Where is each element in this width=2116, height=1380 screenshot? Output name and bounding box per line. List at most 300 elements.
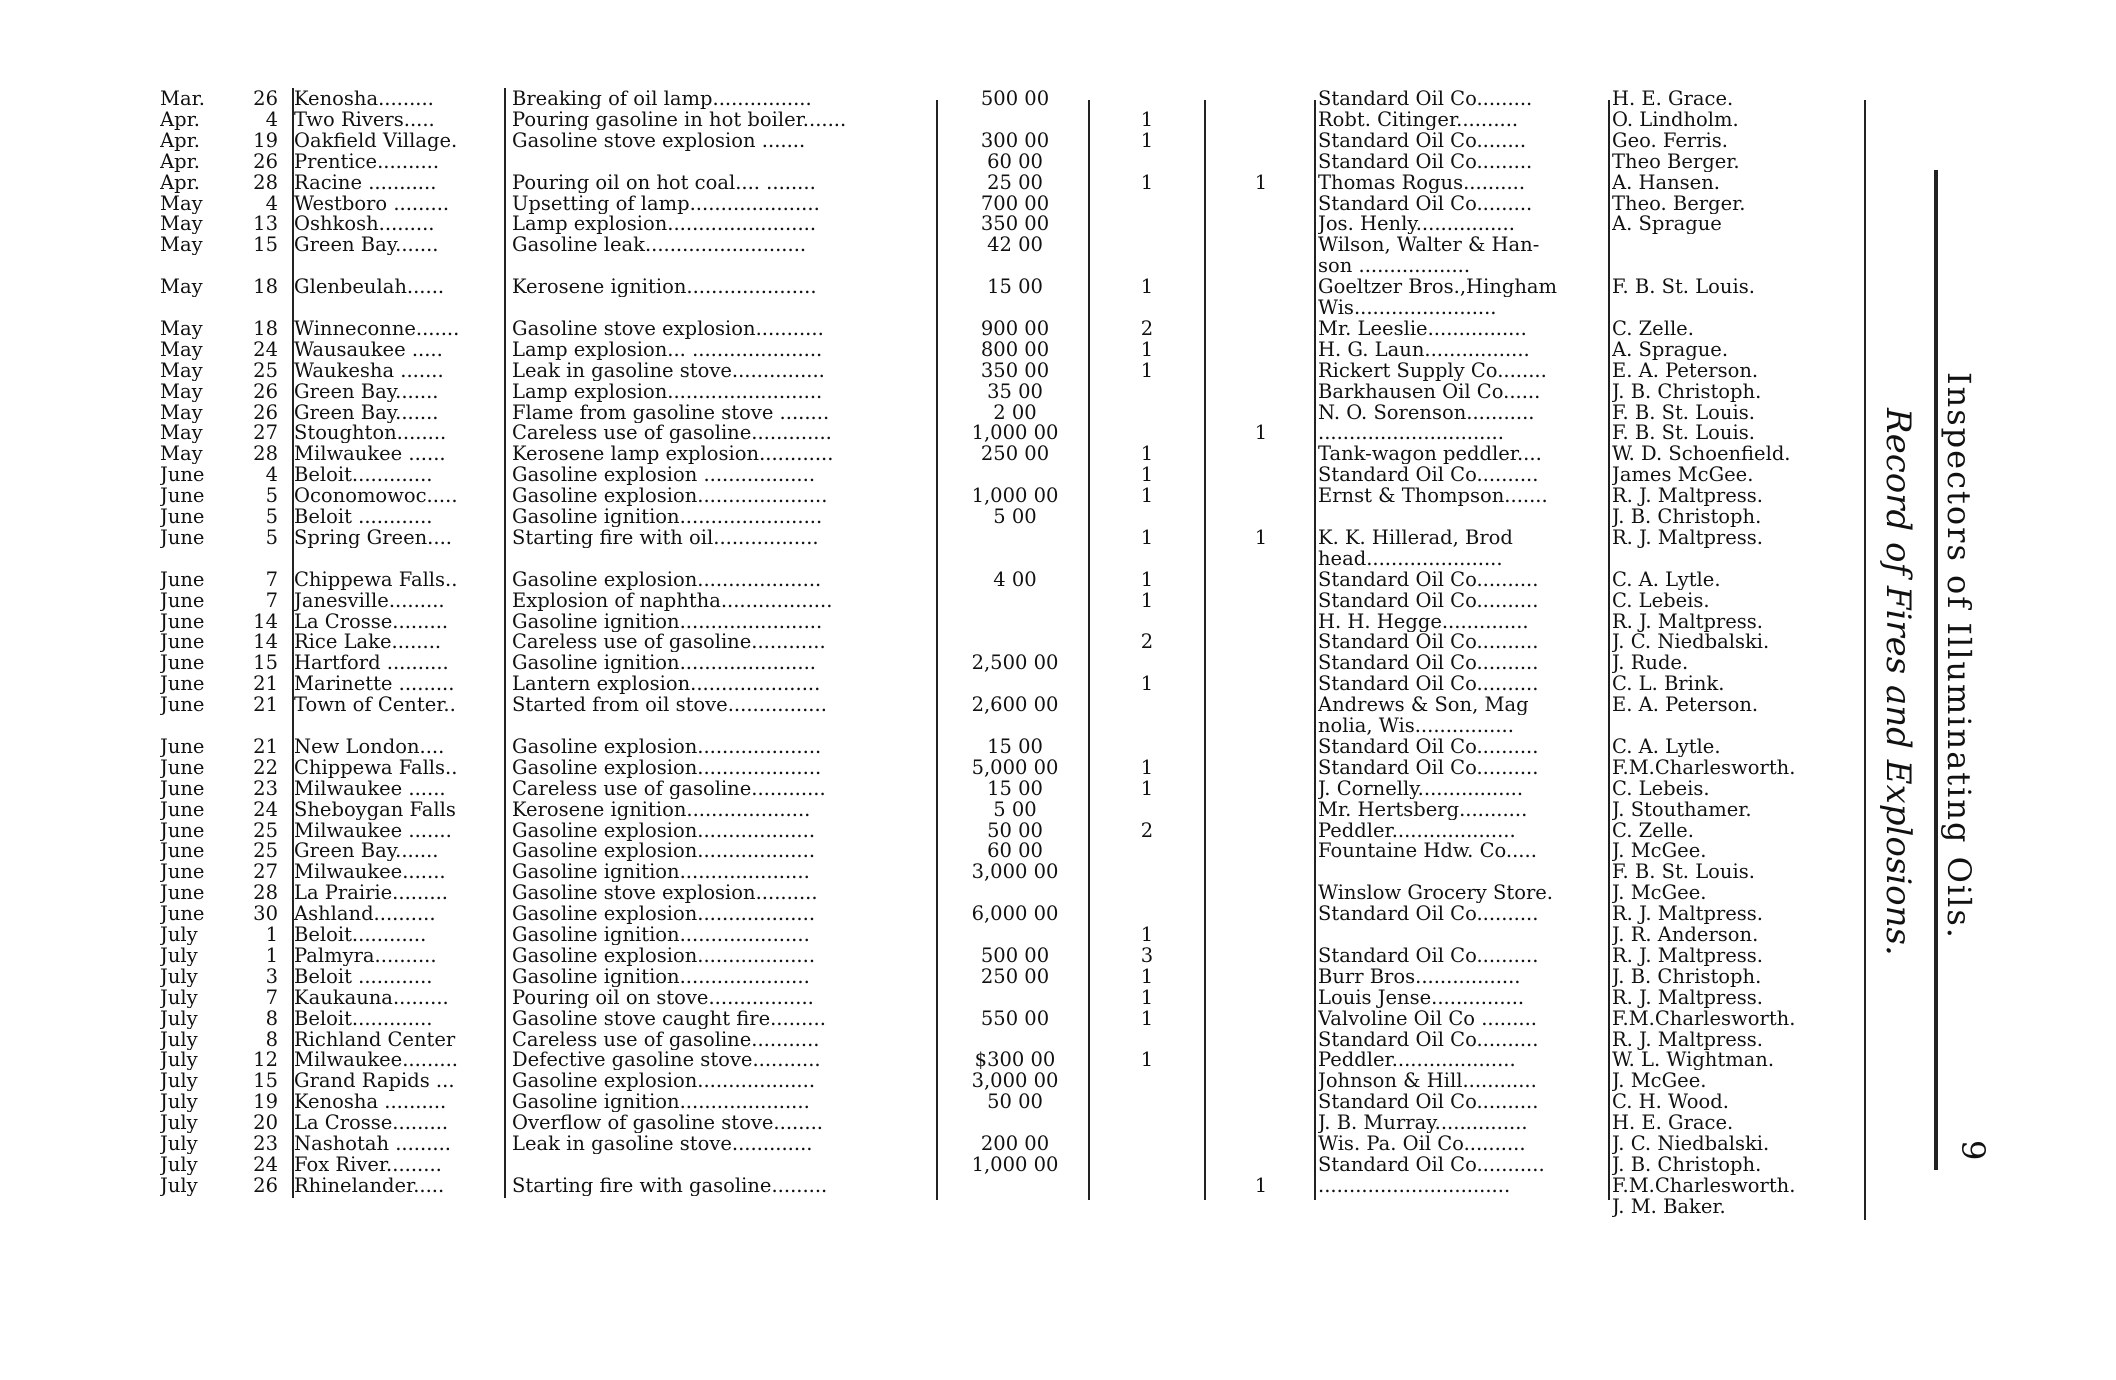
day-cell: 21 [253,673,278,695]
cause-cell: Gasoline stove explosion ....... [512,129,806,151]
vendor-cell: Standard Oil Co.......... [1318,944,1539,966]
cause-cell: Gasoline explosion.................... [512,756,822,778]
table-row [0,172,1880,193]
vendor-cell: Louis Jense............... [1318,986,1525,1008]
loss-cell: 3,000 00 [971,861,1059,883]
day-cell: 27 [253,861,278,883]
day-cell: 25 [253,819,278,841]
cause-cell: Gasoline ignition....................... [512,506,823,527]
city-cell: La Prairie......... [294,882,448,904]
table-row [0,757,1880,778]
month-cell: May [160,234,203,256]
loss-cell: 350 00 [980,213,1050,235]
table-row [0,193,1880,214]
vendor-cell: Burr Bros................. [1318,965,1521,987]
inspector-cell: R. J. Maltpress. [1612,944,1764,966]
month-cell: July [160,1070,198,1092]
column-rule [936,100,938,1200]
city-cell: Spring Green.... [294,526,452,548]
table-row [0,861,1880,882]
cause-cell: Gasoline ignition..................... [512,924,810,945]
running-title: Inspectors of Illuminating Oils. [1940,372,1978,940]
table-row [0,339,1880,360]
inspector-cell: C. Lebeis. [1612,777,1710,799]
inspector-cell: C. A. Lytle. [1612,735,1721,757]
day-cell: 24 [253,798,278,820]
cause-cell: Pouring gasoline in hot boiler....... [512,108,847,130]
month-cell: Apr. [160,150,200,172]
inspector-cell: J. M. Baker. [1612,1195,1726,1217]
cause-cell: Gasoline explosion..................... [512,485,828,507]
table-row [0,778,1880,799]
month-cell: July [160,944,198,966]
column-rule [1314,100,1316,1200]
vendor-cell: Wilson, Walter & Han- [1318,234,1540,256]
count-cell: 1 [1140,986,1154,1008]
city-cell: Green Bay....... [294,401,439,423]
table-row [0,590,1880,611]
table-row [0,443,1880,464]
day-cell: 26 [253,401,278,423]
vendor-cell: Fountaine Hdw. Co..... [1318,840,1537,862]
city-cell: Prentice.......... [294,150,440,172]
vendor-cell: J. B. Murray............... [1318,1112,1528,1134]
month-cell: June [160,903,205,925]
city-cell: Nashotah ......... [294,1133,451,1154]
day-cell: 21 [253,735,278,757]
inspector-cell: O. Lindholm. [1612,108,1739,130]
day-cell: 22 [253,756,278,778]
table-row [0,402,1880,423]
day-cell: 20 [253,1112,278,1134]
table-row [0,255,1880,276]
cause-cell: Pouring oil on hot coal.... ........ [512,171,816,193]
vendor-cell: Winslow Grocery Store. [1318,882,1553,904]
table-row [0,715,1880,736]
inspector-cell: F. B. St. Louis. [1612,422,1755,444]
loss-cell: 900 00 [980,317,1050,339]
vendor-cell: H. H. Hegge.............. [1318,610,1529,632]
cause-cell: Gasoline explosion................... [512,944,816,966]
month-cell: May [160,338,203,360]
city-cell: Town of Center.. [294,694,456,716]
cause-cell: Breaking of oil lamp................ [512,88,812,109]
vendor-cell: Standard Oil Co.......... [1318,1091,1539,1113]
month-cell: Apr. [160,129,200,151]
table-row [0,945,1880,966]
loss-cell: 5 00 [993,798,1037,820]
city-cell: Milwaukee ...... [294,777,446,799]
cause-cell: Flame from gasoline stove ........ [512,401,830,423]
month-cell: May [160,213,203,235]
loss-cell: 5 00 [993,506,1037,527]
day-cell: 26 [253,150,278,172]
inspector-cell: A. Sprague. [1612,338,1729,360]
day-cell: 8 [265,1007,278,1029]
table-row [0,1091,1880,1112]
inspector-cell: A. Hansen. [1612,171,1720,193]
inspector-cell: E. A. Peterson. [1612,359,1759,381]
vendor-cell: K. K. Hillerad, Brod [1318,526,1513,548]
count-cell: 1 [1140,1007,1154,1029]
loss-cell: $300 00 [974,1049,1056,1071]
section-subtitle: Record of Fires and Explosions. [1878,408,1918,956]
count-cell: 1 [1140,756,1154,778]
vendor-cell: Standard Oil Co.......... [1318,652,1539,674]
day-cell: 25 [253,359,278,381]
city-cell: Winneconne....... [294,317,460,339]
city-cell: Waukesha ....... [294,359,444,381]
month-cell: June [160,464,205,486]
vendor-cell: Rickert Supply Co........ [1318,359,1547,381]
count-cell: 1 [1140,589,1154,611]
inspector-cell: F. B. St. Louis. [1612,861,1755,883]
inspector-cell: J. C. Niedbalski. [1612,631,1770,653]
table-row [0,506,1880,527]
cause-cell: Leak in gasoline stove............. [512,1133,813,1154]
count-cell: 1 [1140,171,1154,193]
month-cell: Mar. [160,88,205,109]
count-cell: 1 [1254,422,1268,444]
inspector-cell: F.M.Charlesworth. [1612,756,1796,778]
city-cell: Marinette ......... [294,673,455,695]
loss-cell: 60 00 [987,150,1043,172]
day-cell: 5 [265,526,278,548]
month-cell: June [160,506,205,527]
day-cell: 27 [253,422,278,444]
cause-cell: Gasoline stove explosion.......... [512,882,818,904]
city-cell: Ashland.......... [294,903,436,925]
table-row [0,694,1880,715]
city-cell: Beloit ............ [294,506,433,527]
loss-cell: 50 00 [987,1091,1043,1113]
city-cell: Oakfield Village. [294,129,458,151]
cause-cell: Starting fire with gasoline......... [512,1174,828,1196]
month-cell: June [160,485,205,507]
cause-cell: Started from oil stove................ [512,694,827,716]
city-cell: Beloit............. [294,464,433,486]
vendor-cell: Standard Oil Co.......... [1318,673,1539,695]
cause-cell: Gasoline ignition..................... [512,861,810,883]
loss-cell: 15 00 [987,777,1043,799]
count-cell: 1 [1140,129,1154,151]
table-row [0,422,1880,443]
loss-cell: 500 00 [980,944,1050,966]
column-rule [1204,100,1206,1200]
loss-cell: 42 00 [987,234,1043,256]
cause-cell: Gasoline ignition...................... [512,652,816,674]
month-cell: June [160,735,205,757]
table-row [0,130,1880,151]
month-cell: June [160,694,205,716]
cause-cell: Lantern explosion..................... [512,673,821,695]
cause-cell: Gasoline explosion.................... [512,568,822,590]
month-cell: June [160,631,205,653]
inspector-cell: H. E. Grace. [1612,1112,1734,1134]
table-row [0,840,1880,861]
table-row [0,234,1880,255]
inspector-cell: Geo. Ferris. [1612,129,1729,151]
cause-cell: Upsetting of lamp..................... [512,192,820,214]
inspector-cell: Theo. Berger. [1612,192,1746,214]
day-cell: 14 [253,631,278,653]
month-cell: June [160,652,205,674]
day-cell: 1 [265,944,278,966]
loss-cell: 6,000 00 [971,903,1059,925]
cause-cell: Lamp explosion........................ [512,213,817,235]
cause-cell: Careless use of gasoline............ [512,631,826,653]
loss-cell: 500 00 [980,88,1050,109]
city-cell: Glenbeulah...... [294,276,445,298]
month-cell: June [160,798,205,820]
vendor-cell: Ernst & Thompson....... [1318,485,1548,507]
loss-cell: 3,000 00 [971,1070,1059,1092]
table-row [0,485,1880,506]
cause-cell: Defective gasoline stove........... [512,1049,821,1071]
city-cell: Hartford .......... [294,652,449,674]
table-row [0,360,1880,381]
city-cell: New London.... [294,735,445,757]
loss-cell: 35 00 [987,380,1043,402]
inspector-cell: F.M.Charlesworth. [1612,1007,1796,1029]
inspector-cell: C. H. Wood. [1612,1091,1729,1113]
inspector-cell: R. J. Maltpress. [1612,986,1764,1008]
cause-cell: Gasoline stove caught fire......... [512,1007,826,1029]
day-cell: 26 [253,88,278,109]
month-cell: July [160,1049,198,1071]
month-cell: July [160,1112,198,1134]
day-cell: 15 [253,1070,278,1092]
inspector-cell: R. J. Maltpress. [1612,1028,1764,1050]
page-number: 9 [1954,1140,1992,1161]
month-cell: May [160,192,203,214]
cause-cell: Gasoline explosion.................... [512,735,822,757]
inspector-cell: Theo Berger. [1612,150,1740,172]
table-row [0,276,1880,297]
inspector-cell: W. D. Schoenfield. [1612,443,1791,465]
day-cell: 26 [253,1174,278,1196]
month-cell: June [160,756,205,778]
table-row [0,151,1880,172]
vendor-cell: head...................... [1318,547,1503,569]
day-cell: 4 [265,108,278,130]
cause-cell: Gasoline ignition..................... [512,1091,810,1113]
table-row [0,1112,1880,1133]
vendor-cell: Robt. Citinger.......... [1318,108,1519,130]
city-cell: Racine ........... [294,171,437,193]
city-cell: Fox River......... [294,1153,442,1175]
inspector-cell: C. Zelle. [1612,317,1694,339]
count-cell: 1 [1254,526,1268,548]
city-cell: Kaukauna......... [294,986,449,1008]
inspector-cell: J. B. Christoph. [1612,965,1762,987]
count-cell: 2 [1140,631,1154,653]
vendor-cell: ............................... [1318,1174,1511,1196]
cause-cell: Pouring oil on stove................. [512,986,814,1008]
count-cell: 1 [1140,464,1154,486]
cause-cell: Explosion of naphtha.................. [512,589,833,611]
vendor-cell: Standard Oil Co........ [1318,129,1527,151]
city-cell: Green Bay....... [294,234,439,256]
vendor-cell: Standard Oil Co.......... [1318,735,1539,757]
cause-cell: Leak in gasoline stove............... [512,359,825,381]
month-cell: July [160,986,198,1008]
day-cell: 18 [253,276,278,298]
month-cell: May [160,422,203,444]
month-cell: July [160,965,198,987]
month-cell: May [160,276,203,298]
vendor-cell: Mr. Hertsberg........... [1318,798,1528,820]
count-cell: 1 [1140,338,1154,360]
month-cell: May [160,380,203,402]
day-cell: 7 [265,589,278,611]
loss-cell: 250 00 [980,443,1050,465]
cause-cell: Lamp explosion... ..................... [512,338,823,360]
table-row [0,652,1880,673]
vendor-cell: J. Cornelly................. [1318,777,1524,799]
day-cell: 5 [265,485,278,507]
count-cell: 1 [1140,568,1154,590]
cause-cell: Gasoline ignition..................... [512,965,810,987]
month-cell: July [160,1153,198,1175]
day-cell: 19 [253,1091,278,1113]
loss-cell: 5,000 00 [971,756,1059,778]
vendor-cell: son .................. [1318,255,1471,277]
table-row [0,318,1880,339]
day-cell: 8 [265,1028,278,1050]
loss-cell: 60 00 [987,840,1043,862]
city-cell: Milwaukee ....... [294,819,452,841]
inspector-cell: R. J. Maltpress. [1612,485,1764,507]
table-row [0,966,1880,987]
count-cell: 1 [1140,359,1154,381]
table-row [0,736,1880,757]
loss-cell: 350 00 [980,359,1050,381]
cause-cell: Careless use of gasoline............ [512,777,826,799]
count-cell: 1 [1140,673,1154,695]
city-cell: Chippewa Falls.. [294,756,458,778]
count-cell: 2 [1140,317,1154,339]
vendor-cell: Standard Oil Co.......... [1318,756,1539,778]
vendor-cell: nolia, Wis................ [1318,715,1514,736]
vendor-cell: Barkhausen Oil Co...... [1318,380,1541,402]
vendor-cell: Goeltzer Bros.,Hingham [1318,276,1558,298]
month-cell: May [160,443,203,465]
vendor-cell: Valvoline Oil Co ......... [1318,1007,1537,1029]
inspector-cell: C. L. Brink. [1612,673,1725,695]
vendor-cell: Johnson & Hill............ [1318,1070,1537,1092]
count-cell: 1 [1140,924,1154,945]
city-cell: Beloit............. [294,1007,433,1029]
inspector-cell: J. Stouthamer. [1612,798,1752,820]
month-cell: July [160,1007,198,1029]
loss-cell: 50 00 [987,819,1043,841]
inspector-cell: R. J. Maltpress. [1612,903,1764,925]
table-row [0,1154,1880,1175]
inspector-cell: J. McGee. [1612,1070,1707,1092]
month-cell: July [160,1174,198,1196]
table-row [0,381,1880,402]
city-cell: Palmyra.......... [294,944,437,966]
city-cell: Beloit............ [294,924,427,945]
table-row [0,924,1880,945]
city-cell: La Crosse......... [294,1112,449,1134]
inspector-cell: J. McGee. [1612,840,1707,862]
vendor-cell: N. O. Sorenson........... [1318,401,1535,423]
day-cell: 25 [253,840,278,862]
table-row [0,799,1880,820]
table-row [0,1196,1880,1217]
day-cell: 24 [253,1153,278,1175]
table-row [0,903,1880,924]
inspector-cell: F. B. St. Louis. [1612,276,1755,298]
table-row [0,1070,1880,1091]
cause-cell: Gasoline leak.......................... [512,234,807,256]
day-cell: 4 [265,192,278,214]
inspector-cell: J. C. Niedbalski. [1612,1133,1770,1154]
count-cell: 1 [1140,526,1154,548]
cause-cell: Gasoline explosion................... [512,840,816,862]
table-row [0,631,1880,652]
month-cell: June [160,882,205,904]
column-rule [1088,100,1090,1200]
day-cell: 15 [253,234,278,256]
vendor-cell: Peddler.................... [1318,1049,1516,1071]
loss-cell: 300 00 [980,129,1050,151]
cause-cell: Gasoline ignition....................... [512,610,823,632]
month-cell: Apr. [160,171,200,193]
vendor-cell: Standard Oil Co.......... [1318,631,1539,653]
vendor-cell: Standard Oil Co......... [1318,150,1533,172]
table-row [0,88,1880,109]
table-row [0,1029,1880,1050]
vendor-cell: Standard Oil Co.......... [1318,589,1539,611]
table-row [0,1175,1880,1196]
count-cell: 1 [1140,443,1154,465]
inspector-cell: C. A. Lytle. [1612,568,1721,590]
count-cell: 1 [1140,108,1154,130]
cause-cell: Kerosene ignition.................... [512,798,811,820]
loss-cell: 700 00 [980,192,1050,214]
vendor-cell: Standard Oil Co......... [1318,88,1533,109]
page-border-rule [1934,170,1938,1170]
cause-cell: Gasoline explosion................... [512,903,816,925]
city-cell: Janesville......... [294,589,445,611]
day-cell: 5 [265,506,278,527]
loss-cell: 550 00 [980,1007,1050,1029]
day-cell: 7 [265,986,278,1008]
count-cell: 1 [1254,171,1268,193]
city-cell: Milwaukee ...... [294,443,446,465]
month-cell: June [160,526,205,548]
day-cell: 28 [253,443,278,465]
cause-cell: Gasoline stove explosion........... [512,317,824,339]
day-cell: 28 [253,171,278,193]
cause-cell: Overflow of gasoline stove........ [512,1112,824,1134]
cause-cell: Careless use of gasoline........... [512,1028,820,1050]
vendor-cell: Andrews & Son, Mag [1318,694,1529,716]
city-cell: Oconomowoc..... [294,485,458,507]
vendor-cell: Mr. Leeslie................ [1318,317,1527,339]
vendor-cell: Standard Oil Co.......... [1318,903,1539,925]
day-cell: 12 [253,1049,278,1071]
table-row [0,882,1880,903]
inspector-cell: A. Sprague [1612,213,1722,235]
month-cell: May [160,317,203,339]
city-cell: Milwaukee....... [294,861,446,883]
day-cell: 28 [253,882,278,904]
table-row [0,1049,1880,1070]
